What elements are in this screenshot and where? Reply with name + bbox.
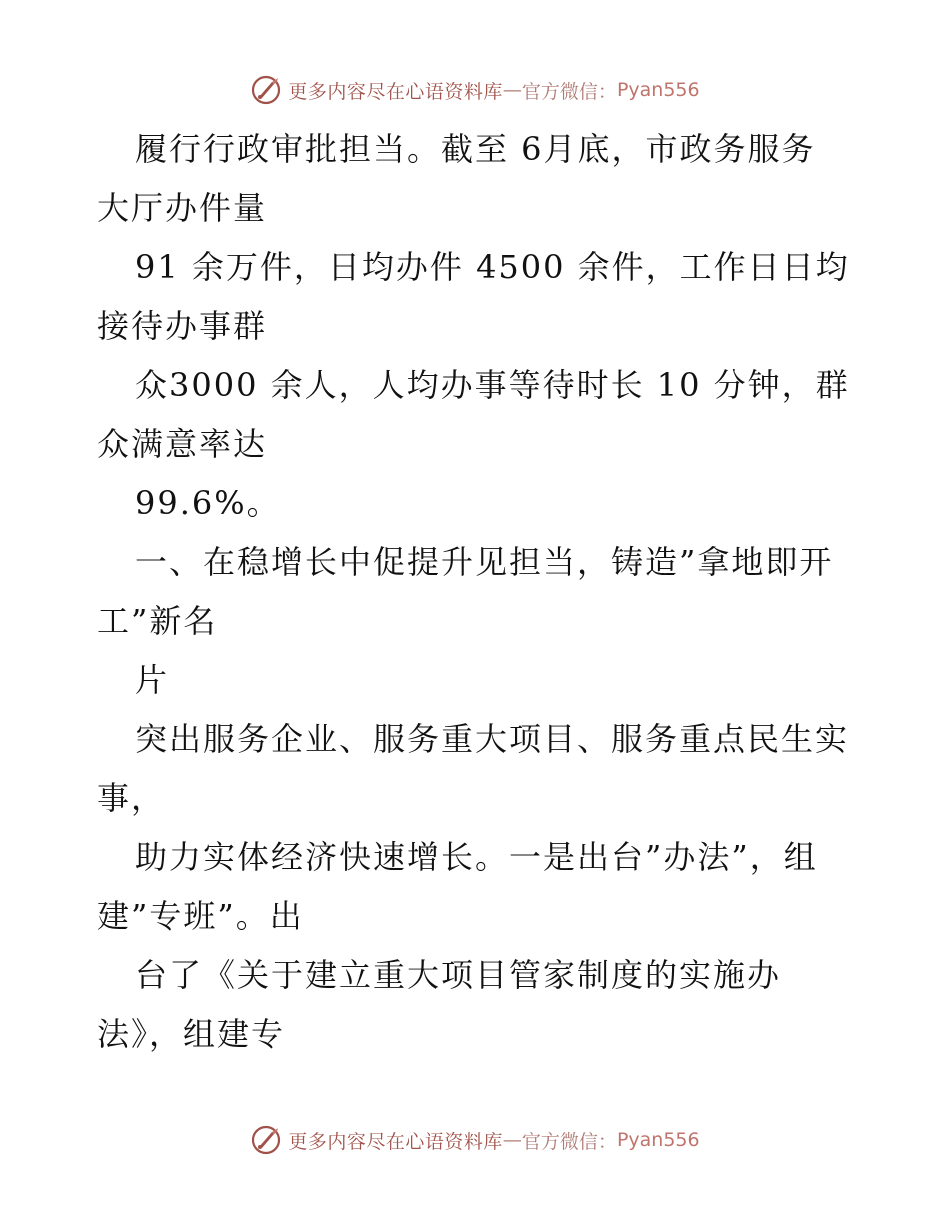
header-watermark — [0, 70, 950, 110]
text-line: 大厅办件量 — [97, 189, 268, 227]
watermark-sub-text: 官方微信： — [521, 80, 617, 103]
watermark-dash: — — [502, 1129, 522, 1151]
watermark-main-text: 更多内容尽在心语资料库 — [288, 1130, 503, 1153]
text-line: 突出服务企业、服务重大项目、服务重点民生实 — [135, 720, 850, 758]
document-body — [97, 120, 867, 1064]
text-line: 事， — [97, 779, 166, 817]
text-line: 建”专班”。出 — [97, 897, 304, 935]
text-line: 助力实体经济快速增长。一是出台”办法”，组 — [135, 838, 818, 876]
quill-logo-icon — [250, 74, 282, 106]
text-line: 众3000 余人，人均办事等待时长 10 分钟，群 — [135, 366, 850, 404]
section-heading-line: 工”新名 — [97, 602, 218, 640]
text-line: 履行行政审批担当。截至 6月底，市政务服务 — [135, 130, 816, 168]
watermark-sub-text: 官方微信： — [521, 1130, 617, 1153]
watermark-wechat-id: Pyan556 — [616, 79, 700, 101]
section-heading-line: 一、在稳增长中促提升见担当，铸造”拿地即开 — [135, 543, 834, 581]
text-line: 法》，组建专 — [97, 1015, 286, 1053]
text-line: 众满意率达 — [97, 425, 268, 463]
text-line: 99.6%。 — [135, 484, 281, 522]
text-line: 接待办事群 — [97, 307, 268, 345]
text-line: 台了《关于建立重大项目管家制度的实施办 — [135, 956, 782, 994]
text-line: 91 余万件，日均办件 4500 余件，工作日日均 — [135, 248, 850, 286]
watermark-main-text: 更多内容尽在心语资料库 — [288, 80, 503, 103]
footer-watermark — [0, 1120, 950, 1160]
quill-logo-icon — [250, 1124, 282, 1156]
section-heading-line: 片 — [135, 661, 170, 699]
watermark-wechat-id: Pyan556 — [616, 1129, 700, 1151]
watermark-dash: — — [502, 79, 522, 101]
